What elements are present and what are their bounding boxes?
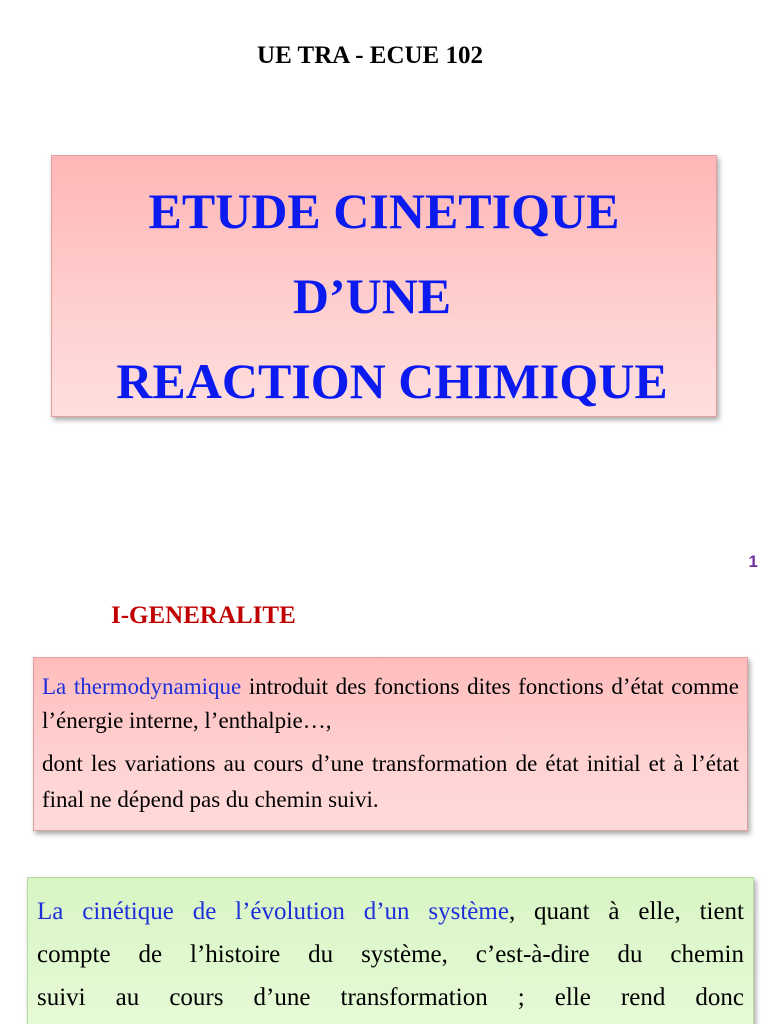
title-line-3: REACTION CHIMIQUE <box>116 353 668 409</box>
kinetics-line-2: compte de l’histoire du système, c’est-à-dire du chemin <box>37 941 744 968</box>
kinetics-line-1-rest: , quant à elle, tient <box>508 898 745 925</box>
title-line-1: ETUDE CINETIQUE <box>148 183 620 239</box>
title-line-2: D’UNE <box>292 268 452 324</box>
course-code: UE TRA - ECUE 102 <box>257 42 483 69</box>
thermodynamics-paragraph-2: dont les variations au cours d’une transformation de état initial et à l’état final ne dépend pas du chemin suivi. <box>42 751 739 812</box>
thermodynamics-box <box>33 657 748 831</box>
title-box <box>51 155 717 417</box>
kinetics-line-1 <box>37 890 744 933</box>
kinetics-box <box>27 877 754 1024</box>
section-heading: I-GENERALITE <box>111 602 296 629</box>
thermodynamics-text-1: introduit des fonctions dites fonctions d’état comme l’énergie interne, l’enthalpie…, <box>42 674 739 733</box>
kinetics-line-3: suivi au cours d’une transformation ; elle rend donc <box>37 984 744 1011</box>
thermodynamics-paragraph-1 <box>42 670 739 738</box>
thermodynamics-highlight: La thermodynamique <box>42 674 242 699</box>
page-number: 1 <box>748 552 758 571</box>
kinetics-paragraph <box>37 890 744 1019</box>
kinetics-highlight: La cinétique de l’évolution d’un système <box>37 898 509 925</box>
